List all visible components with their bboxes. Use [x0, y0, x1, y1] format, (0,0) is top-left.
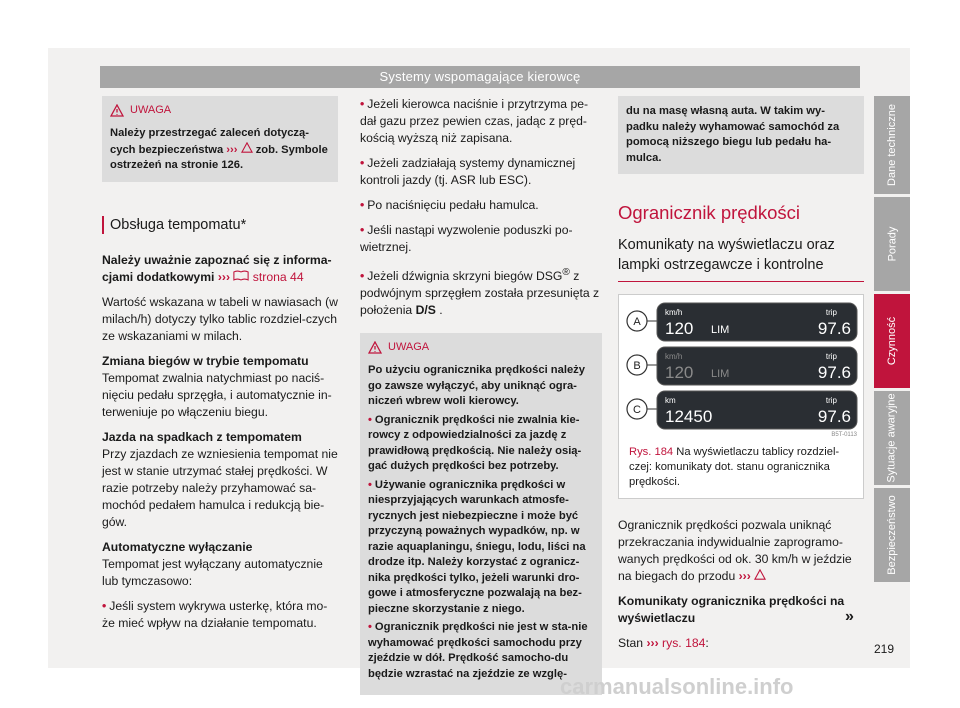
subheading-slope: Jazda na spadkach z tempomatem: [102, 429, 302, 444]
warning-label: UWAGA: [388, 341, 430, 354]
trip-label: trip: [825, 396, 837, 405]
chapter-title: Ogranicznik prędkości: [618, 202, 800, 223]
arrows-glyph: ›››: [646, 636, 659, 650]
warning-body: [368, 363, 594, 682]
list-item: [360, 96, 602, 147]
trip-label: trip: [825, 308, 837, 317]
gear-position: D/S: [415, 303, 436, 318]
figure-image: [619, 295, 863, 439]
warning-box-continued: [618, 96, 864, 174]
warning-label: UWAGA: [130, 104, 172, 116]
list-item: [360, 197, 602, 214]
list-item-text: z podwójnym sprzęgłem została przesunięta z położenia: [360, 269, 600, 318]
warning-item: [368, 413, 594, 475]
subheading-auto: Automatyczne wyłączanie: [102, 539, 253, 554]
tab-bezpieczenstwo[interactable]: [874, 488, 910, 582]
paragraph-auto: Tempomat jest wyłączany automatycznie lub tymczasowo:: [102, 556, 323, 588]
intro-bold: Należy uważnie zapoznać się z informa-cjami dodatkowymi: [102, 252, 332, 284]
bullet-icon: •: [360, 198, 365, 212]
bullet-icon: •: [102, 598, 107, 613]
page-number: 219: [874, 642, 895, 656]
display-value: 120: [665, 319, 694, 338]
tab-label: Porady: [885, 226, 898, 262]
trip-value: 97.6: [817, 319, 851, 338]
registered-mark: ®: [562, 267, 570, 278]
warning-triangle-icon: [241, 142, 253, 153]
warning-triangle-icon: [110, 104, 124, 117]
tab-label: Czynność: [886, 316, 899, 366]
continue-marker: »: [845, 608, 854, 625]
trip-value: 97.6: [817, 363, 851, 382]
figure-code: B5T-0113: [831, 432, 857, 438]
paragraph: [618, 517, 864, 585]
bullet-icon: •: [368, 621, 372, 634]
tab-porady[interactable]: [874, 197, 910, 291]
warning-box: [360, 333, 602, 695]
bullet-icon: •: [360, 97, 365, 111]
bullet-icon: •: [368, 413, 372, 426]
state-label: Stan: [618, 636, 644, 650]
warning-reference[interactable]: zob. Symbole ostrzeżeń na stronie 126.: [110, 143, 328, 171]
list-item-text: Jeśli nastąpi wyzwolenie poduszki po-wietrznej.: [360, 223, 573, 254]
tab-label: Dane techniczne: [886, 104, 899, 186]
list-item-text: Jeśli system wykrywa usterkę, która mo-że mieć wpływ na działanie tempomatu.: [102, 598, 328, 630]
subheading-messages: Komunikaty ogranicznika prędkości na wyświetlaczu: [618, 594, 845, 625]
arrows-glyph: ›››: [217, 269, 231, 284]
list-item-text: Jeżeli kierowca naciśnie i przytrzyma pe-dał gazu przez pewien czas, jadąc z pręd-kością wyższą niż zapisana.: [360, 97, 589, 145]
limiter-label: LIM: [711, 368, 730, 380]
page-link[interactable]: strona 44: [252, 269, 304, 284]
intro-paragraph: [102, 252, 338, 286]
tab-label: Sytuacje awaryjne: [886, 393, 898, 483]
tab-sytuacje-awaryjne[interactable]: [874, 391, 910, 485]
section-heading: Komunikaty na wyświetlaczu oraz lampki ostrzegawcze i kontrolne: [618, 235, 864, 282]
display-value: 120: [665, 363, 694, 382]
row-letter: C: [633, 404, 641, 416]
dashboard-display-illustration: [619, 295, 863, 439]
watermark: carmanualsonline.info: [560, 674, 794, 699]
column-2: [360, 96, 602, 695]
display-value: 12450: [665, 407, 713, 426]
bullet-icon: •: [360, 223, 365, 237]
list-item: [102, 598, 338, 632]
warning-triangle-icon: [754, 569, 766, 580]
warning-header: [110, 102, 330, 119]
section-title: Obsługa tempomatu*: [102, 216, 338, 234]
warning-text: Po użyciu ogranicznika prędkości należy go zawsze wyłączyć, aby uniknąć ogra-niczeń wbrew woli kierowcy.: [368, 364, 585, 408]
column-3: [618, 96, 864, 652]
figure-184: [618, 294, 864, 499]
unit-label: km/h: [665, 308, 683, 317]
warning-triangle-icon: [368, 341, 382, 354]
warning-box: [102, 96, 338, 182]
book-icon: [233, 270, 249, 281]
caption-label: Rys. 184: [629, 446, 674, 458]
warning-item-text: Ogranicznik prędkości nie zwalnia kie-rowcy z odpowiedzialności za jazdę z prawidłową prędkością. Nie należy osią-gać dużych prędkości bez potrzeby.: [368, 413, 582, 473]
warning-item: [368, 620, 594, 682]
warning-text: du na masę własną auta. W takim wy-padku należy wyhamować samochód za pomocą niższego biegu lub pedału ha-mulca.: [626, 105, 840, 164]
warning-body: [110, 126, 330, 174]
unit-label: km: [665, 396, 676, 405]
bullet-icon: •: [360, 269, 365, 284]
limiter-label: LIM: [711, 324, 730, 336]
warning-item-text: Używanie ogranicznika prędkości w niesprzyjających warunkach atmosfe-rycznych jest niebezpieczne i może być przyczyną poważnych wypadków, np. w razie aquaplaningu, śniegu, lodu, liści na drodze itp. Należy korzystać z ogranicz-nika prędkości tylko, jeżeli warunki dro-gowe i atmosferyczne pozwalają na bez-pieczne skorzystanie z niego.: [368, 478, 586, 615]
tab-dane-techniczne[interactable]: [874, 96, 910, 194]
list-item-text: .: [439, 303, 443, 318]
row-letter: A: [633, 316, 641, 328]
warning-item-text: Ogranicznik prędkości nie jest w sta-nie wyhamować prędkości samochodu przy zjeździe w dół. Prędkość samocho-du będzie wzrastać na zjeździe ze wzglę-: [368, 621, 588, 680]
arrows-glyph: ›››: [226, 143, 238, 156]
warning-item: [368, 478, 594, 618]
list-item: [360, 222, 602, 256]
paragraph-gear: Tempomat zwalnia natychmiast po naciś-nięciu pedału sprzęgła, i automatycznie in-terweniuje po włączeniu biegu.: [102, 370, 332, 419]
paragraph: Wartość wskazana w tabeli w nawiasach (w milach/h) dotyczy tylko tablic rozdziel-czych ze wskazaniami w milach.: [102, 294, 338, 343]
warning-header: [368, 339, 594, 356]
row-letter: B: [633, 360, 641, 372]
warning-text: Należy przestrzegać zaleceń dotyczą-cych bezpieczeństwa: [110, 127, 309, 156]
trip-value: 97.6: [817, 407, 851, 426]
state-colon: :: [705, 636, 709, 650]
trip-label: trip: [825, 352, 837, 361]
side-tabs: [874, 96, 910, 585]
paragraph-slope: Przy zjazdach ze wzniesienia tempomat nie jest w stanie utrzymać stałej prędkości. W razie potrzeby należy przyhamować sa-mochód pedałem hamulca i redukcją bie-gów.: [102, 446, 338, 529]
paragraph-text: Ogranicznik prędkości pozwala uniknąć przekraczania indywidualnie zaprogramo-wanych prędkości od ok. 30 km/h w jeździe na biegach do przodu: [618, 518, 852, 583]
list-item: [360, 155, 602, 189]
bullet-icon: •: [368, 478, 372, 491]
list-item-text: Jeżeli zadziałają systemy dynamicznej kontroli jazdy (tj. ASR lub ESC).: [360, 156, 576, 187]
bullet-icon: •: [360, 156, 365, 170]
figure-caption: [619, 439, 863, 498]
tab-label: Bezpieczeństwo: [886, 495, 898, 575]
list-item-text: Jeżeli dźwignia skrzyni biegów DSG: [367, 269, 563, 284]
page-header: Systemy wspomagające kierowcę: [100, 66, 860, 88]
subheading-gear: Zmiana biegów w trybie tempomatu: [102, 353, 309, 368]
list-item: [360, 264, 602, 319]
caption-text: Na wyświetlaczu tablicy rozdziel-czej: komunikaty dot. stanu ogranicznika prędkości.: [629, 446, 840, 488]
arrows-glyph: ›››: [738, 569, 751, 583]
column-1: [102, 96, 338, 640]
tab-czynnosc[interactable]: [874, 294, 910, 388]
unit-label: km/h: [665, 352, 683, 361]
figure-link[interactable]: rys. 184: [662, 636, 706, 650]
list-item-text: Po naciśnięciu pedału hamulca.: [367, 198, 539, 212]
state-line: [618, 635, 864, 652]
